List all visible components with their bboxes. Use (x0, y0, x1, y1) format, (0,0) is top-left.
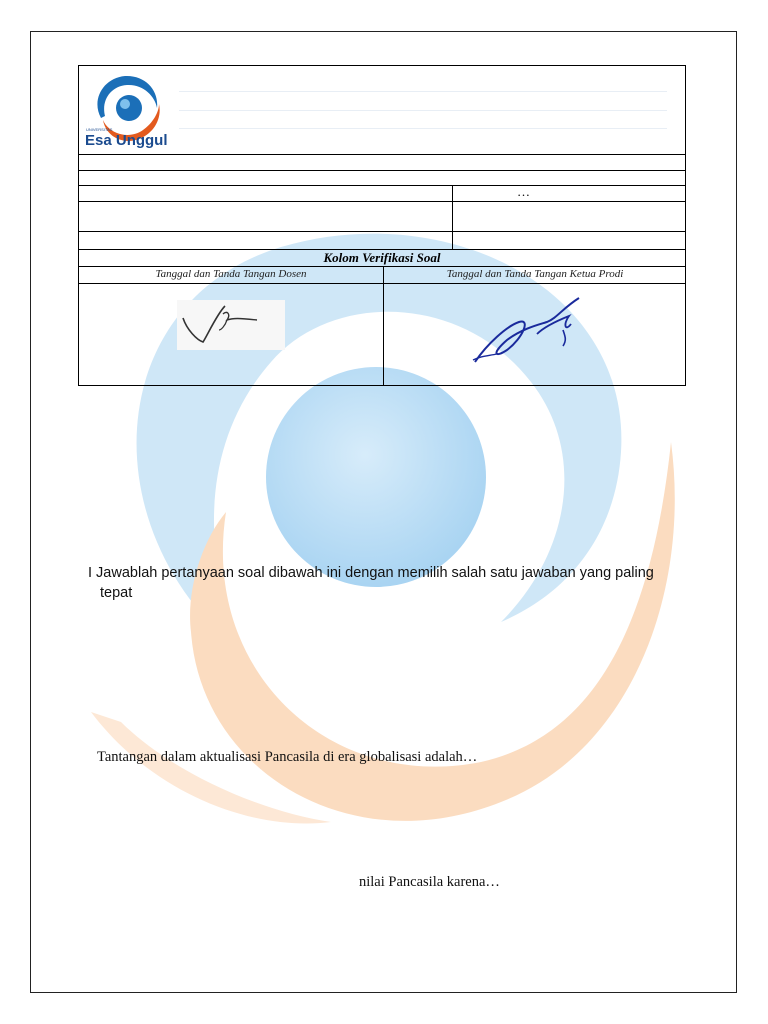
lecturer-signature-image (177, 300, 285, 350)
table-rule (79, 266, 685, 267)
document-page (30, 31, 737, 993)
table-rule (79, 231, 685, 232)
faint-rule (179, 110, 667, 111)
question-2: nilai Pancasila karena… (359, 874, 500, 890)
table-divider (452, 185, 453, 249)
logo-wordmark: Esa Unggul (85, 132, 168, 149)
head-signature-label: Tanggal dan Tanda Tangan Ketua Prodi (446, 268, 624, 280)
exam-header-table (78, 65, 686, 386)
table-rule (79, 185, 685, 186)
verification-title: Kolom Verifikasi Soal (323, 250, 441, 265)
instruction-line-2: tepat (100, 585, 133, 601)
instruction-line-1: I Jawablah pertanyaan soal dibawah ini dengan memilih salah satu jawaban yang paling (88, 565, 654, 581)
table-rule (79, 170, 685, 171)
question-1: Tantangan dalam aktualisasi Pancasila di era globalisasi adalah… (97, 749, 478, 765)
logo-tagline: UNIVERSITAS (86, 127, 113, 132)
head-signature-image (467, 294, 599, 366)
header-ellipsis: … (517, 184, 530, 199)
lecturer-signature-label: Tanggal dan Tanda Tangan Dosen (155, 268, 307, 280)
faint-rule (179, 128, 667, 129)
table-divider (383, 266, 384, 386)
table-rule (79, 201, 685, 202)
faint-rule (179, 91, 667, 92)
instruction-text (88, 563, 688, 603)
table-rule (79, 283, 685, 284)
table-rule (79, 154, 685, 155)
